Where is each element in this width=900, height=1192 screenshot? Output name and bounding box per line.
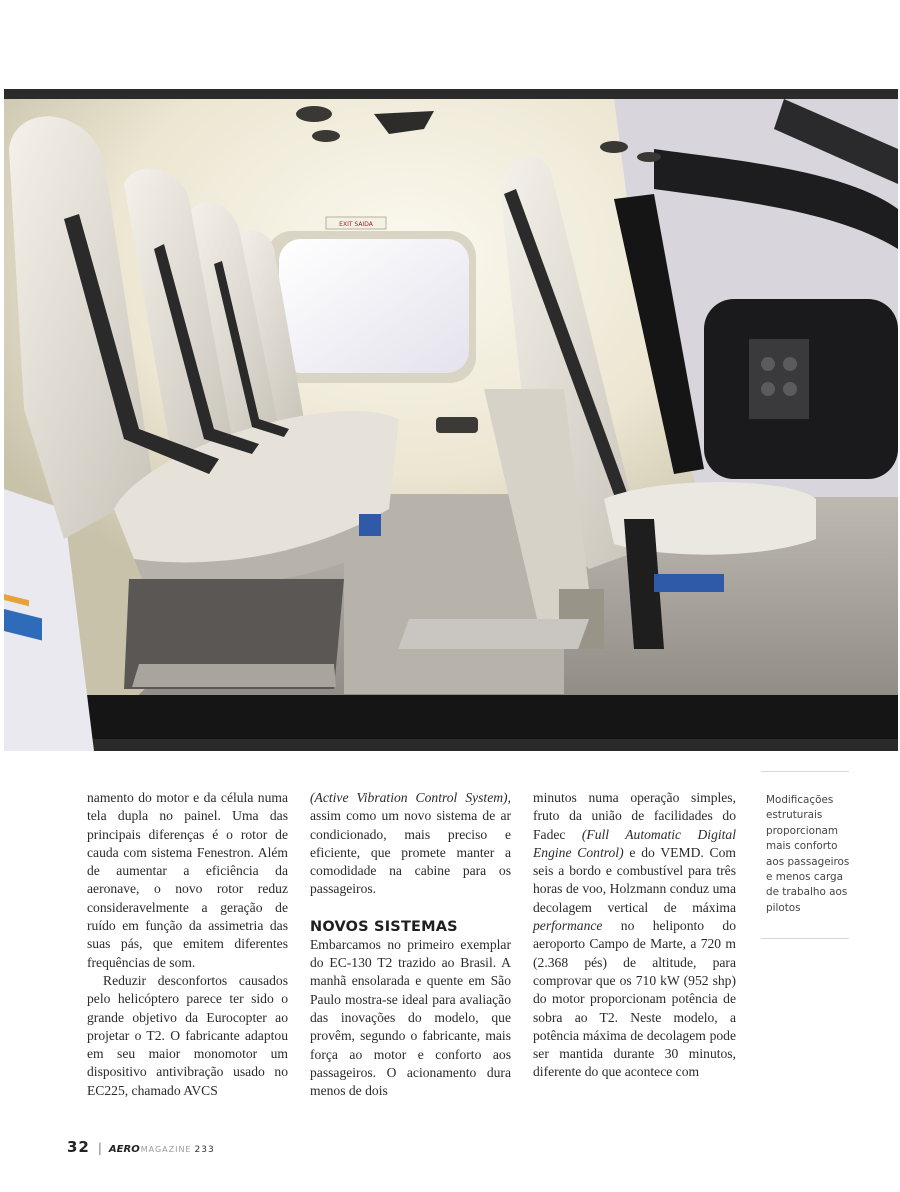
paragraph: (Active Vibration Control System), assim como um novo sistema de ar condicionado, mais preciso e eficiente, que promete manter a comodidade na cabine para os passageiros. xyxy=(310,790,511,897)
text-column-1 xyxy=(87,789,288,1100)
side-window xyxy=(279,239,469,373)
photo-caption-sidebar xyxy=(761,771,851,939)
paragraph: namento do motor e da célula numa tela dupla no painel. Uma das principais diferenças é o rotor de cauda com sistema Fenestron. Além de aumentar a eficiência da aeronave, o novo rotor reduz consideravelmente a geração de ruído em função da assimetria das suas pás, que emitem diferentes frequências de som. xyxy=(87,790,288,970)
magazine-logo-sub: MAGAZINE xyxy=(140,1145,192,1154)
paragraph: Embarcamos no primeiro exemplar do EC-130 T2 trazido ao Brasil. A manhã ensolarada e quente em São Paulo mostra-se ideal para avaliação das inovações do modelo, que provêm, segundo o fabricante, mais força ao motor e conforto aos passageiros. O acionamento dura menos de dois xyxy=(310,936,511,1099)
divider xyxy=(761,771,849,772)
door-handle xyxy=(436,417,478,433)
folio-separator: | xyxy=(97,1141,102,1155)
magazine-logo: AERO xyxy=(108,1144,140,1155)
page-number: 32 xyxy=(67,1138,90,1156)
paragraph: Reduzir desconfortos causados pelo helicóptero parece ter sido o grande objetivo da Eurocopter ao projetar o T2. O fabricante adaptou em seu maior monomotor um dispositivo antivibração usado no EC225, chamado AVCS xyxy=(87,972,288,1098)
divider xyxy=(761,938,849,939)
exit-sign-label: EXIT SAIDA xyxy=(339,221,373,228)
page-footer xyxy=(67,1138,215,1156)
cabin-photo xyxy=(4,89,898,751)
paragraph: minutos numa operação simples, fruto da união de facilidades do Fadec (Full Automatic Digital Engine Control) e do VEMD. Com seis a bordo e combustível para três horas de voo, Holzmann conduz uma decolagem vertical de máxima performance no heliponto do aeroporto Campo de Marte, a 720 m (2.368 pés) de altitude, para comprovar que os 710 kW (952 shp) do motor proporcionam potência de sobra ao T2. Neste modelo, a potência máxima de decolagem pode ser mantida durante 30 minutos, diferente do que acontece com xyxy=(533,790,737,1080)
section-subheading: NOVOS SISTEMAS xyxy=(310,918,458,935)
text-column-3 xyxy=(533,789,736,1082)
text-column-2 xyxy=(310,789,511,1100)
issue-number: 233 xyxy=(194,1145,215,1155)
photo-caption: Modificações estruturais proporcionam mais conforto aos passageiros e menos carga de trabalho aos pilotos xyxy=(766,794,850,914)
